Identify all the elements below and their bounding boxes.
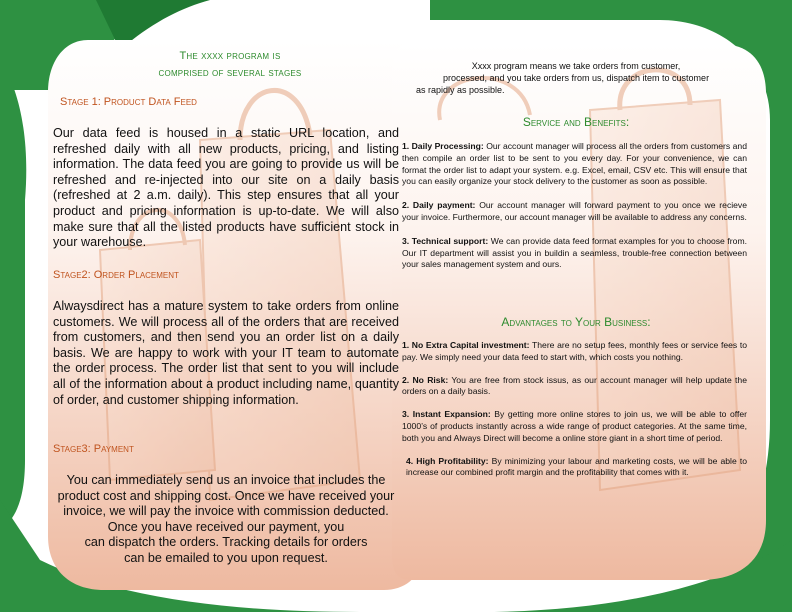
left-column (40, 36, 418, 578)
service-list (402, 141, 747, 271)
service-item-text: Our account manager will process all the orders from customers and then compile an order list to be sent to you every day. For your convenience, we can format the order list to adapt your system. e.g. Excel, email, CSV etc. This will ensure that you can easily organize your stock delivery to the customer as soon as possible. (402, 141, 747, 187)
advantage-item (402, 340, 747, 364)
advantage-item-title: 4. High Profitability: (406, 455, 489, 466)
service-item (402, 200, 747, 224)
green-left (0, 60, 26, 530)
advantages-heading: Advantages to Your Business: (501, 315, 651, 329)
service-heading: Service and Benefits: (522, 115, 630, 129)
program-intro-line2: processed, and you take orders from us, dispatch item to customer (442, 73, 710, 83)
advantage-item-text: You are free from stock issus, as our account manager will help update the orders on a daily basis. (402, 374, 747, 397)
service-item-title: 2. Daily payment: (402, 200, 476, 211)
program-intro-line1: Xxxx program means we take orders from customer, (471, 61, 681, 71)
right-column (392, 44, 762, 590)
stage3-text-part2: can dispatch the orders. Tracking details for orders (84, 535, 368, 550)
advantage-item-text: By minimizing your labour and marketing costs, we will be able to increase our combined profit margin and the profitability that comes with it. (406, 455, 747, 478)
stage3-text-part3: can be emailed to you upon request. (124, 550, 328, 565)
advantage-item-title: 2. No Risk: (402, 374, 449, 385)
advantage-item-text: By getting more online stores to join us, we will be able to offer 1000’s of products instantly across a wide range of product categories. At the same time, both you and Always Direct will become a online store giant in a short time of period. (402, 409, 747, 443)
advantage-item (402, 409, 747, 444)
stage3-text-part1: You can immediately send us an invoice that includes the product cost and shipping cost. Once we have received your invoice, we will pay the invoice with commission deducted. Once you have received our payment, you (57, 473, 395, 534)
advantage-item-title: 3. Instant Expansion: (402, 409, 491, 420)
advantage-item (402, 375, 747, 399)
advantage-item (402, 456, 747, 480)
stage1-title: Stage 1: Product Data Feed (60, 96, 197, 108)
stage3-text (53, 473, 399, 567)
advantage-item-text: There are no setup fees, monthly fees or service fees to pay. We simply need your data feed to start with, which costs you nothing. (402, 340, 747, 362)
stage2-text: Alwaysdirect has a mature system to take orders from online customers. We will process all of the orders that are received from customers, and then send you an order list on a daily basis. We are happy to work with your IT team to automate the order process. The order list that sent to you will include all of the information about a product including name, quantity of order, and customer shipping information. (53, 299, 399, 407)
program-heading (80, 48, 380, 82)
service-item-text: We can provide data feed format examples for you to choose from. Our IT department will assist you in buildin a seamless, trouble-free connection between your sales management system and ours. (402, 235, 747, 270)
program-heading-line2: comprised of several stages (158, 67, 302, 79)
service-item-title: 3. Technical support: (402, 235, 489, 246)
service-item-title: 1. Daily Processing: (402, 141, 484, 151)
stage3-title: Stage3: Payment (53, 443, 134, 455)
service-item (402, 236, 747, 271)
program-heading-line1: The xxxx program is (179, 50, 281, 62)
service-item-text: Our account manager will forward payment to you once we recieve your invoice. Furthermore, our account manager will be available to address any concerns. (402, 200, 747, 222)
advantages-list (402, 340, 747, 479)
stage1-text: Our data feed is housed in a static URL location, and refreshed daily with all new products, pricing, and listing information. The data feed you are going to provide us will be refreshed and re-injected into our site on a daily basis (refreshed at 2 a.m. daily). This step ensures that all your product and pricing information is up-to-date. We will also make sure that all the listed products have sufficient stock in your warehouse. (53, 126, 399, 250)
stage2-title: Stage2: Order Placement (53, 269, 179, 281)
program-intro-line3: as rapidly as possible. (416, 85, 505, 95)
program-intro (406, 60, 746, 96)
advantage-item-title: 1. No Extra Capital investment: (402, 340, 530, 350)
service-item (402, 141, 747, 188)
